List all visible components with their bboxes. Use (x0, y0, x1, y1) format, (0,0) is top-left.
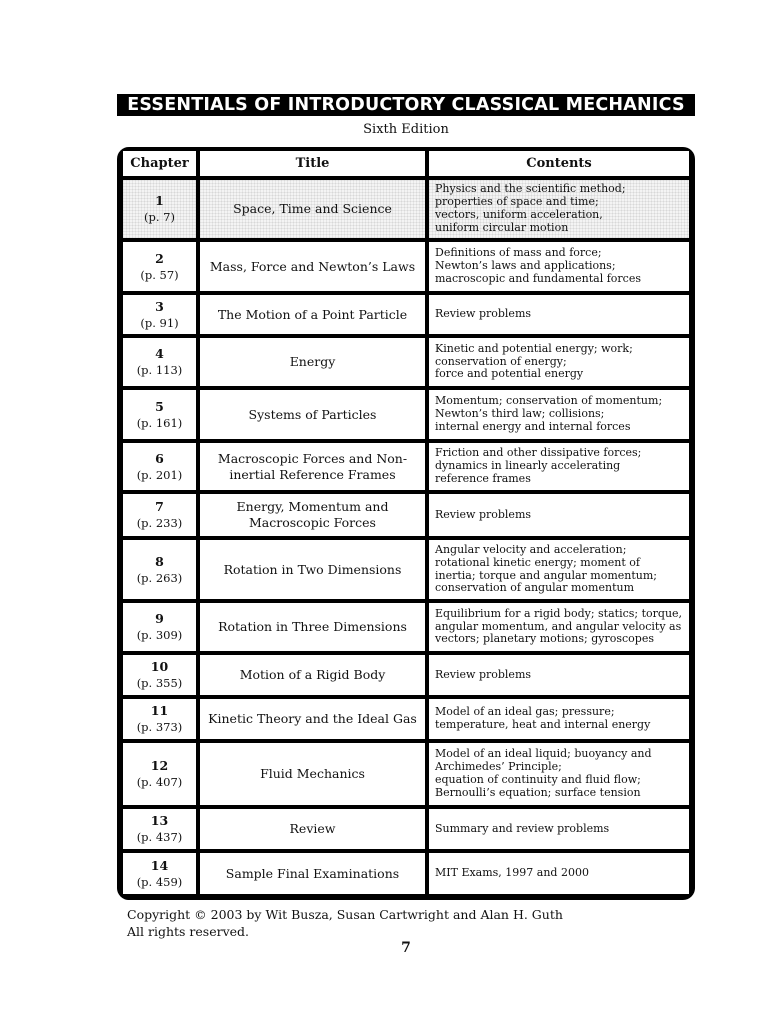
chapter-page: (p. 263) (136, 570, 183, 585)
contents-line: vectors; planetary motions; gyroscopes (435, 632, 655, 646)
contents-line: Summary and review problems (435, 821, 610, 835)
chapter-title: Rotation in Three Dimensions (200, 603, 425, 651)
chapter-number: 3 (155, 298, 164, 314)
chapter-contents (429, 338, 689, 386)
edition-label: Sixth Edition (363, 122, 449, 137)
chapter-page: (p. 373) (136, 720, 183, 734)
chapter-title: Energy (200, 338, 425, 386)
chapter-cell (123, 540, 196, 599)
contents-line: reference frames (435, 471, 531, 485)
chapter-table (117, 147, 695, 900)
chapter-page: (p. 57) (140, 267, 179, 282)
contents-line: force and potential energy (435, 367, 584, 381)
contents-line: Archimedes’ Principle; (435, 760, 562, 774)
chapter-title: Review (200, 809, 425, 849)
chapter-title: Systems of Particles (200, 390, 425, 439)
chapter-page: (p. 459) (136, 874, 183, 889)
contents-line: macroscopic and fundamental forces (435, 271, 641, 285)
contents-line: Definitions of mass and force; (435, 246, 602, 260)
chapter-number: 10 (150, 659, 169, 674)
chapter-number: 5 (155, 398, 164, 414)
chapter-table-grid (123, 151, 689, 896)
contents-line: inertia; torque and angular momentum; (435, 568, 658, 582)
chapter-number: 8 (155, 553, 164, 569)
contents-line: rotational kinetic energy; moment of (435, 555, 640, 569)
chapter-cell (123, 699, 196, 739)
chapter-title: Fluid Mechanics (200, 743, 425, 805)
chapter-cell (123, 390, 196, 439)
chapter-title: Energy, Momentum and Macroscopic Forces (200, 494, 425, 536)
chapter-number: 9 (155, 611, 164, 626)
chapter-contents (429, 242, 689, 291)
contents-line: temperature, heat and internal energy (435, 718, 651, 731)
chapter-number: 1 (155, 193, 164, 208)
page-number: 7 (401, 940, 411, 956)
chapter-title: Rotation in Two Dimensions (200, 540, 425, 599)
chapter-number: 12 (150, 758, 169, 773)
contents-line: equation of continuity and fluid flow; (435, 773, 641, 786)
copyright-notice (127, 906, 563, 940)
chapter-page: (p. 355) (136, 676, 183, 690)
chapter-number: 14 (150, 857, 169, 873)
contents-line: Angular velocity and acceleration; (435, 542, 627, 556)
chapter-cell (123, 338, 196, 386)
chapter-title: Motion of a Rigid Body (200, 655, 425, 695)
chapter-number: 6 (155, 450, 164, 466)
chapter-title: Mass, Force and Newton’s Laws (200, 242, 425, 291)
chapter-page: (p. 309) (136, 628, 183, 642)
chapter-page: (p. 233) (136, 516, 183, 530)
contents-line: angular momentum, and angular velocity as (435, 619, 682, 633)
chapter-cell (123, 809, 196, 849)
contents-line: internal energy and internal forces (435, 419, 631, 433)
chapter-cell (123, 295, 196, 334)
contents-line: MIT Exams, 1997 and 2000 (435, 866, 589, 880)
chapter-cell (123, 743, 196, 805)
contents-line: Newton’s laws and applications; (435, 259, 616, 273)
contents-line: Friction and other dissipative forces; (435, 446, 642, 460)
contents-line: Review problems (435, 507, 532, 521)
chapter-page: (p. 437) (136, 830, 183, 844)
chapter-number: 13 (150, 813, 169, 828)
chapter-page: (p. 161) (136, 415, 183, 430)
chapter-contents (429, 809, 689, 849)
contents-line: Bernoulli’s equation; surface tension (435, 785, 641, 799)
chapter-contents (429, 699, 689, 739)
chapter-contents (429, 540, 689, 599)
header-chapter: Chapter (123, 151, 196, 176)
chapter-contents (429, 295, 689, 334)
contents-line: Newton’s third law; collisions; (435, 407, 605, 421)
chapter-cell (123, 655, 196, 695)
contents-line: Review problems (435, 667, 532, 681)
chapter-number: 2 (155, 250, 164, 266)
chapter-cell (123, 242, 196, 291)
chapter-title: Sample Final Examinations (200, 853, 425, 894)
contents-line: Review problems (435, 307, 532, 321)
chapter-title: Kinetic Theory and the Ideal Gas (200, 699, 425, 739)
chapter-number: 7 (155, 499, 164, 514)
chapter-page: (p. 91) (140, 315, 179, 330)
contents-line: Momentum; conservation of momentum; (435, 394, 663, 408)
chapter-contents (429, 603, 689, 651)
header-title: Title (200, 151, 425, 176)
contents-line: uniform circular motion (435, 220, 569, 234)
chapter-page: (p. 407) (136, 775, 183, 789)
chapter-contents (429, 180, 689, 238)
contents-line: vectors, uniform acceleration, (435, 208, 603, 221)
contents-line: Equilibrium for a rigid body; statics; torque, (435, 606, 683, 620)
contents-line: Physics and the scientific method; (435, 182, 626, 196)
chapter-number: 4 (155, 346, 164, 361)
chapter-contents (429, 743, 689, 805)
contents-line: dynamics in linearly accelerating (435, 459, 621, 473)
chapter-page: (p. 201) (136, 467, 183, 482)
chapter-contents (429, 655, 689, 695)
chapter-cell (123, 443, 196, 490)
contents-line: conservation of angular momentum (435, 581, 634, 595)
contents-line: Kinetic and potential energy; work; (435, 341, 633, 355)
chapter-title: The Motion of a Point Particle (200, 295, 425, 334)
copyright-text: Copyright © 2003 by Wit Busza, Susan Cartwright and Alan H. Guth (127, 907, 563, 922)
book-title: ESSENTIALS OF INTRODUCTORY CLASSICAL MECHANICS (117, 94, 695, 116)
chapter-cell (123, 494, 196, 536)
rights-text: All rights reserved. (127, 924, 250, 939)
chapter-contents (429, 494, 689, 536)
contents-line: Model of an ideal liquid; buoyancy and (435, 747, 652, 761)
chapter-number: 11 (150, 703, 169, 718)
contents-line: properties of space and time; (435, 195, 599, 209)
chapter-page: (p. 113) (136, 363, 183, 377)
chapter-cell (123, 180, 196, 238)
chapter-title: Space, Time and Science (200, 180, 425, 238)
chapter-title: Macroscopic Forces and Non-inertial Reference Frames (200, 443, 425, 490)
chapter-contents (429, 443, 689, 490)
chapter-page: (p. 7) (144, 210, 175, 224)
chapter-contents (429, 853, 689, 894)
contents-line: Model of an ideal gas; pressure; (435, 705, 615, 719)
chapter-contents (429, 390, 689, 439)
contents-line: conservation of energy; (435, 354, 567, 368)
header-contents: Contents (429, 151, 689, 176)
chapter-cell (123, 603, 196, 651)
chapter-cell (123, 853, 196, 894)
